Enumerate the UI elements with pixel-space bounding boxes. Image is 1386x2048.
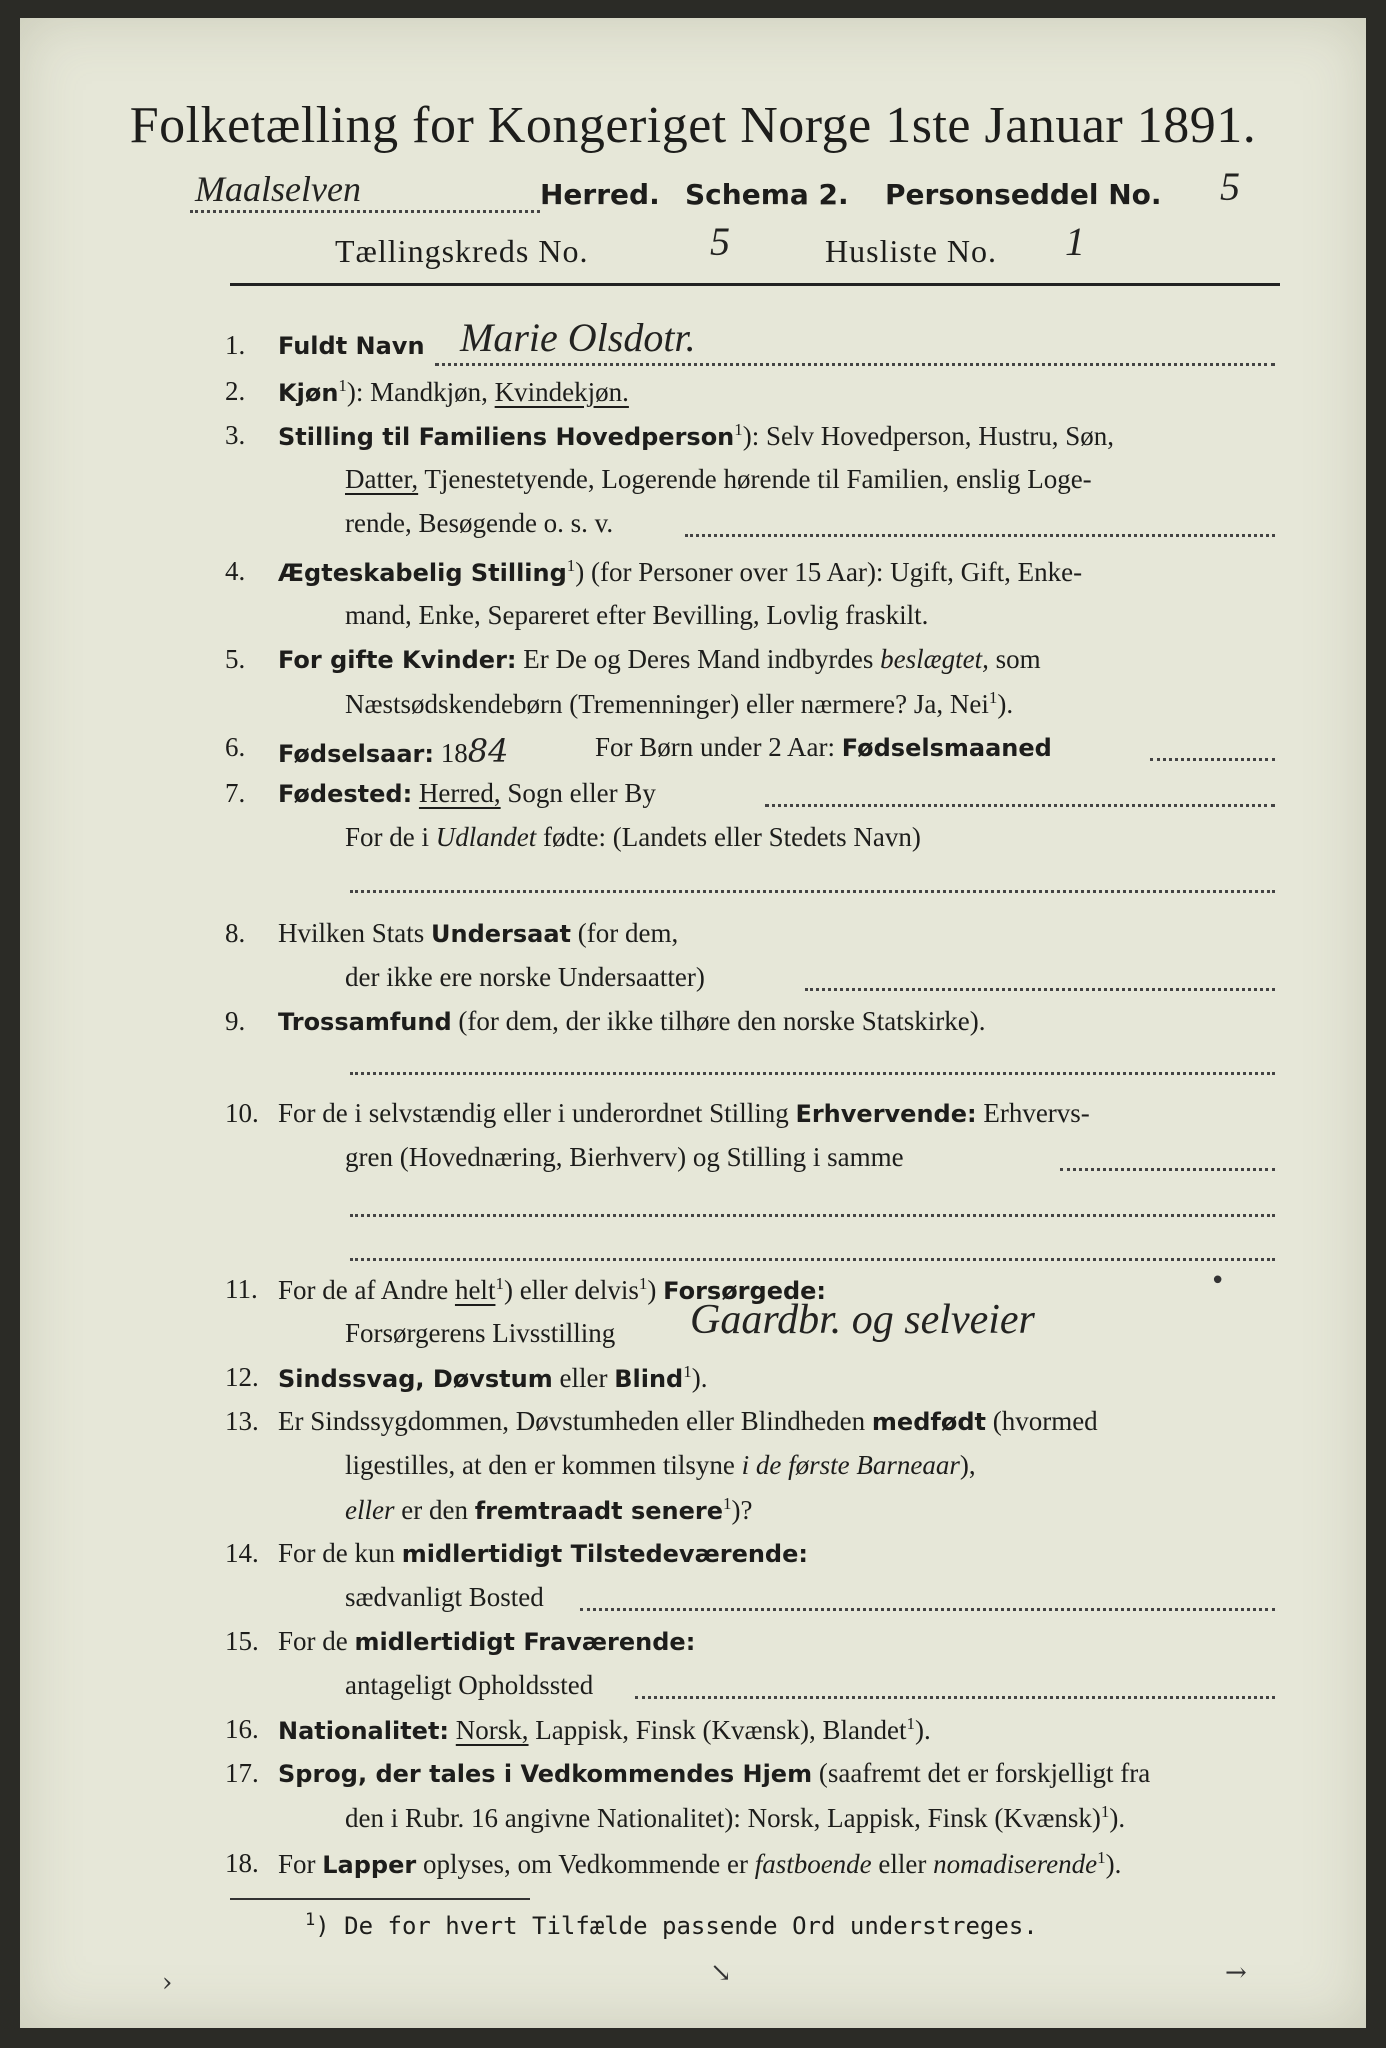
provided-for-text-c: ) bbox=[647, 1275, 664, 1305]
schema-label: Schema 2. bbox=[685, 178, 849, 211]
congenital-line-3 bbox=[345, 1494, 753, 1526]
congenital-sup: 1 bbox=[723, 1494, 732, 1513]
disability-text-b: ). bbox=[691, 1363, 708, 1393]
item-9-number: 9. bbox=[225, 1006, 246, 1036]
birthplace-line-2 bbox=[345, 822, 921, 853]
item-2-number: 2. bbox=[225, 376, 246, 406]
birth-month-text: For Børn under 2 Aar: bbox=[595, 732, 842, 762]
married-women-line-2 bbox=[345, 688, 1013, 720]
married-women-italic: beslægtet, bbox=[880, 644, 989, 674]
temp-absent-dotted bbox=[635, 1696, 1275, 1699]
temp-present-text-a: For de kun bbox=[278, 1538, 402, 1568]
gender-selected: Kvindekjøn. bbox=[494, 377, 629, 407]
citizenship-text-a: Hvilken Stats bbox=[278, 918, 431, 948]
nationality-line bbox=[278, 1714, 931, 1746]
item-13-number: 13. bbox=[225, 1406, 259, 1436]
marital-status-line-1 bbox=[278, 556, 1082, 588]
footnote bbox=[305, 1910, 1038, 1940]
family-position-sup: 1 bbox=[734, 420, 743, 439]
lapps-text-d: ). bbox=[1105, 1849, 1122, 1879]
lapps-italic-b: nomadiserende bbox=[933, 1849, 1098, 1879]
gender-options: ): Mandkjøn, bbox=[346, 377, 495, 407]
temp-present-dotted bbox=[580, 1608, 1275, 1611]
language-line-1 bbox=[278, 1758, 1150, 1789]
birth-year-value: 84 bbox=[467, 732, 509, 770]
item-17-number: 17. bbox=[225, 1758, 259, 1788]
item-1-number: 1. bbox=[225, 330, 246, 360]
provided-for-selected: helt bbox=[454, 1275, 496, 1305]
item-14-number: 14. bbox=[225, 1538, 259, 1568]
language-text-b: den i Rubr. 16 angivne Nationalitet): Norsk, Lappisk, Finsk (Kvænsk) bbox=[345, 1803, 1101, 1833]
birth-month-line bbox=[595, 732, 1052, 763]
temp-absent-line-2: antageligt Opholdssted bbox=[345, 1670, 594, 1700]
citizenship-dotted bbox=[805, 988, 1275, 991]
lapps-text-b: oplyses, om Vedkommende er bbox=[416, 1849, 755, 1879]
header-rule bbox=[230, 283, 1280, 286]
provided-for-sup-1: 1 bbox=[495, 1274, 504, 1293]
husliste-label: Husliste No. bbox=[825, 233, 997, 269]
citizenship-line-1 bbox=[278, 918, 678, 949]
birth-year-label: Fødselsaar: bbox=[278, 740, 434, 768]
married-women-label: For gifte Kvinder: bbox=[278, 646, 517, 674]
congenital-line-1 bbox=[278, 1406, 1098, 1437]
full-name-value: Marie Olsdotr. bbox=[460, 315, 696, 360]
citizenship-text-b: (for dem, bbox=[571, 918, 679, 948]
religion-line bbox=[278, 1006, 985, 1037]
nationality-text-b: ). bbox=[915, 1715, 931, 1745]
birth-year-prefix: 18 bbox=[434, 738, 468, 768]
taellingskreds-number: 5 bbox=[710, 219, 730, 264]
lapps-italic: fastboende bbox=[754, 1849, 872, 1879]
birthplace-options: Sogn eller By bbox=[500, 778, 656, 808]
birthplace-abroad-b: fødte: (Landets eller Stedets Navn) bbox=[536, 822, 921, 852]
family-position-line-1 bbox=[278, 420, 1114, 452]
temp-absent-text-a: For de bbox=[278, 1626, 355, 1656]
temp-absent-line-1 bbox=[278, 1626, 695, 1657]
congenital-text-c: ligestilles, at den er kommen tilsyne bbox=[345, 1450, 742, 1480]
nationality-options: Lappisk, Finsk (Kvænsk), Blandet bbox=[528, 1715, 907, 1745]
nationality-sup: 1 bbox=[906, 1714, 916, 1733]
congenital-text-d: ), bbox=[959, 1450, 976, 1480]
herred-value: Maalselven bbox=[195, 169, 361, 209]
language-text-c: ). bbox=[1109, 1803, 1126, 1833]
birth-month-label: Fødselsmaaned bbox=[841, 734, 1052, 762]
gender-sup: 1 bbox=[338, 376, 347, 395]
language-label: Sprog, der tales i Vedkommendes Hjem bbox=[278, 1760, 813, 1788]
disability-label: Sindssvag, Døvstum bbox=[278, 1365, 553, 1393]
occupation-label: Erhvervende: bbox=[795, 1100, 977, 1128]
item-7-number: 7. bbox=[225, 778, 246, 808]
decorative-mark-right: → bbox=[1225, 1958, 1247, 1988]
item-4-number: 4. bbox=[225, 556, 246, 586]
language-text-a: (saafremt det er forskjelligt fra bbox=[812, 1758, 1151, 1788]
decorative-dot: • bbox=[1210, 1266, 1226, 1296]
nationality-label: Nationalitet: bbox=[278, 1717, 450, 1745]
form-title: Folketælling for Kongeriget Norge 1ste Januar 1891. bbox=[129, 97, 1257, 154]
item-16-number: 16. bbox=[225, 1714, 259, 1744]
decorative-mark-left: › bbox=[162, 1968, 173, 1998]
congenital-text-b: (hvormed bbox=[985, 1406, 1098, 1436]
marital-status-line-2: mand, Enke, Separeret efter Bevilling, Lovlig fraskilt. bbox=[345, 600, 929, 630]
married-women-text-d: ). bbox=[997, 689, 1014, 719]
lapps-text-a: For bbox=[278, 1849, 323, 1879]
birthplace-label: Fødested: bbox=[278, 780, 413, 808]
item-15-number: 15. bbox=[225, 1626, 259, 1656]
occupation-line-1 bbox=[278, 1098, 1090, 1129]
birth-month-dotted bbox=[1150, 758, 1275, 761]
provider-occupation-value: Gaardbr. og selveier bbox=[690, 1297, 1035, 1343]
family-position-label: Stilling til Familiens Hovedperson bbox=[278, 423, 735, 451]
personseddel-label: Personseddel No. bbox=[885, 178, 1162, 211]
citizenship-line-2: der ikke ere norske Undersaatter) bbox=[345, 962, 705, 992]
occupation-text-b: Erhvervs- bbox=[976, 1098, 1090, 1128]
decorative-mark-center: ↘ bbox=[710, 1958, 732, 1988]
birthplace-selected: Herred, bbox=[418, 778, 501, 808]
herred-dotted-line bbox=[190, 210, 540, 213]
full-name-label: Fuldt Navn bbox=[278, 332, 425, 360]
taellingskreds-label: Tællingskreds No. bbox=[335, 233, 589, 269]
congenital-italic-b: eller bbox=[345, 1495, 395, 1525]
item-6-number: 6. bbox=[225, 732, 246, 762]
temp-absent-label: midlertidigt Fraværende: bbox=[354, 1628, 696, 1656]
religion-label: Trossamfund bbox=[278, 1008, 452, 1036]
occupation-line-2: gren (Hovednæring, Bierhverv) og Stilling i samme bbox=[345, 1142, 904, 1172]
occupation-dotted-1 bbox=[1060, 1168, 1275, 1171]
marital-status-options-a: ) (for Personer over 15 Aar): Ugift, Gift, Enke- bbox=[575, 557, 1083, 587]
birthplace-line-1 bbox=[278, 778, 656, 809]
birthplace-dotted bbox=[765, 804, 1275, 807]
item-11-number: 11. bbox=[225, 1274, 258, 1304]
birthplace-abroad-dotted bbox=[350, 890, 1275, 893]
item-5-number: 5. bbox=[225, 644, 246, 674]
religion-dotted bbox=[350, 1072, 1275, 1075]
family-position-line-2 bbox=[345, 464, 1092, 495]
disability-text: eller bbox=[552, 1363, 615, 1393]
item-18-number: 18. bbox=[225, 1848, 259, 1878]
birth-year-line bbox=[278, 732, 508, 770]
occupation-dotted-3 bbox=[350, 1258, 1275, 1261]
footnote-sup: 1 bbox=[305, 1910, 316, 1930]
language-line-2 bbox=[345, 1802, 1125, 1834]
family-position-options-a: ): Selv Hovedperson, Hustru, Søn, bbox=[742, 421, 1115, 451]
married-women-text-c: Næstsødskendebørn (Tremenninger) eller nærmere? Ja, Nei bbox=[345, 689, 989, 719]
gender-line bbox=[278, 376, 629, 408]
disability-label-blind: Blind bbox=[614, 1365, 684, 1393]
full-name-line bbox=[435, 363, 1275, 366]
occupation-dotted-2 bbox=[350, 1214, 1275, 1217]
married-women-line-1 bbox=[278, 644, 1041, 675]
married-women-sup: 1 bbox=[988, 688, 998, 707]
item-8-number: 8. bbox=[225, 918, 246, 948]
occupation-text-a: For de i selvstændig eller i underordnet Stilling bbox=[278, 1098, 796, 1128]
family-position-options-b: Tjenestetyende, Logerende hørende til Familien, enslig Loge- bbox=[418, 464, 1092, 494]
temp-present-line-1 bbox=[278, 1538, 808, 1569]
citizenship-label: Undersaat bbox=[431, 920, 572, 948]
family-position-line-3: rende, Besøgende o. s. v. bbox=[345, 508, 614, 538]
provided-for-label: Forsørgede: bbox=[663, 1277, 827, 1305]
lapps-sup: 1 bbox=[1097, 1848, 1106, 1867]
footnote-text: ) De for hvert Tilfælde passende Ord understreges. bbox=[315, 1912, 1038, 1940]
lapps-text-c: eller bbox=[871, 1849, 934, 1879]
temp-present-label: midlertidigt Tilstedeværende: bbox=[401, 1540, 808, 1568]
disability-line bbox=[278, 1362, 707, 1394]
marital-status-label: Ægteskabelig Stilling bbox=[278, 559, 567, 587]
congenital-label-b: fremtraadt senere bbox=[474, 1497, 724, 1525]
item-12-number: 12. bbox=[225, 1362, 259, 1392]
birthplace-abroad-a: For de i bbox=[345, 822, 436, 852]
husliste-number: 1 bbox=[1065, 219, 1085, 264]
disability-sup: 1 bbox=[683, 1362, 692, 1381]
herred-label: Herred. bbox=[540, 178, 660, 211]
lapps-line bbox=[278, 1848, 1121, 1880]
congenital-text-a: Er Sindssygdommen, Døvstumheden eller Blindheden bbox=[278, 1406, 872, 1436]
gender-label: Kjøn bbox=[278, 379, 339, 407]
item-10-number: 10. bbox=[225, 1098, 259, 1128]
religion-text: (for dem, der ikke tilhøre den norske Statskirke). bbox=[451, 1006, 986, 1036]
census-form-page bbox=[20, 18, 1366, 2028]
language-sup: 1 bbox=[1100, 1802, 1110, 1821]
provider-occupation-label: Forsørgerens Livsstilling bbox=[345, 1318, 616, 1348]
provided-for-text-b: ) eller delvis bbox=[503, 1275, 639, 1305]
provided-for-text-a: For de af Andre bbox=[278, 1275, 455, 1305]
provided-for-sup-2: 1 bbox=[638, 1274, 648, 1293]
temp-present-line-2: sædvanligt Bosted bbox=[345, 1582, 544, 1612]
congenital-italic: i de første Barneaar bbox=[741, 1450, 960, 1480]
birthplace-abroad-italic: Udlandet bbox=[435, 822, 537, 852]
congenital-line-2 bbox=[345, 1450, 976, 1481]
married-women-text-b: som bbox=[988, 644, 1041, 674]
family-position-selected: Datter, bbox=[345, 464, 419, 494]
footnote-rule bbox=[230, 1898, 530, 1900]
item-3-number: 3. bbox=[225, 420, 246, 450]
family-position-dotted bbox=[685, 534, 1275, 537]
congenital-text-e: er den bbox=[394, 1495, 475, 1525]
lapps-label: Lapper bbox=[322, 1851, 417, 1879]
marital-status-sup: 1 bbox=[566, 556, 576, 575]
personseddel-number: 5 bbox=[1220, 164, 1240, 209]
congenital-text-f: )? bbox=[731, 1495, 753, 1525]
congenital-label: medfødt bbox=[871, 1408, 986, 1436]
nationality-selected: Norsk, bbox=[455, 1715, 529, 1745]
married-women-text-a: Er De og Deres Mand indbyrdes bbox=[516, 644, 881, 674]
